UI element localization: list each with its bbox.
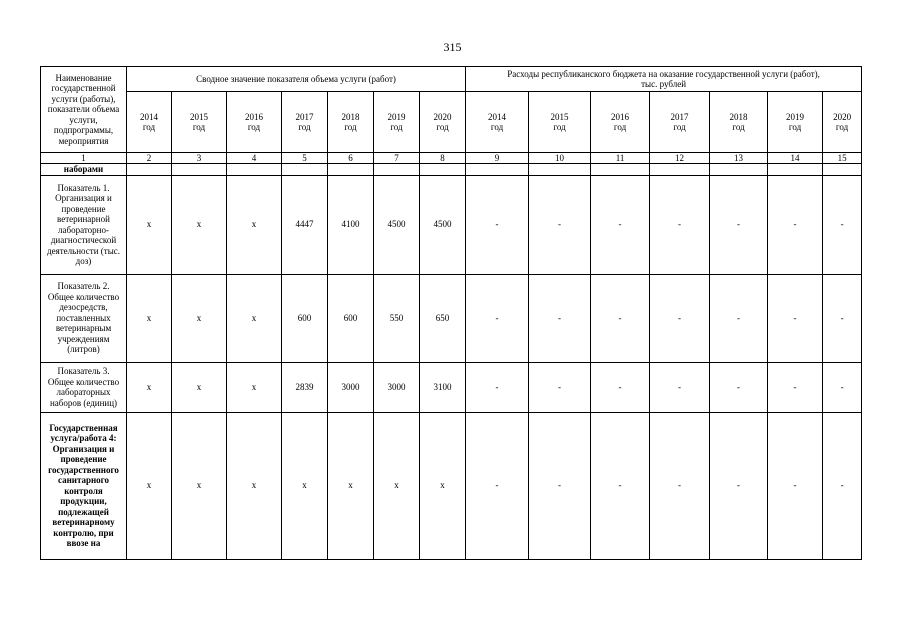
volume-cell: х <box>227 362 282 412</box>
volume-cell: х <box>127 175 172 274</box>
volume-cell <box>282 164 328 176</box>
volume-cell: 600 <box>282 274 328 362</box>
header-expense-year: 2017 год <box>650 92 710 153</box>
column-number: 13 <box>710 153 768 164</box>
volume-cell: х <box>227 175 282 274</box>
expense-cell <box>529 164 591 176</box>
volume-cell: 4100 <box>328 175 374 274</box>
table-row <box>41 274 862 362</box>
volume-cell: 3000 <box>374 362 420 412</box>
column-number: 5 <box>282 153 328 164</box>
volume-cell: х <box>172 175 227 274</box>
header-volume-year: 2016 год <box>227 92 282 153</box>
expense-cell: - <box>466 412 529 559</box>
header-volume-year: 2020 год <box>420 92 466 153</box>
expense-cell: - <box>591 362 650 412</box>
column-number: 12 <box>650 153 710 164</box>
volume-cell <box>420 164 466 176</box>
expense-cell: - <box>650 274 710 362</box>
header-volume-year: 2015 год <box>172 92 227 153</box>
expense-cell: - <box>591 274 650 362</box>
header-row-years <box>41 92 862 153</box>
volume-cell: х <box>227 412 282 559</box>
table-row <box>41 175 862 274</box>
header-expense-year: 2020 год <box>823 92 862 153</box>
expense-cell <box>466 164 529 176</box>
header-name-column: Наименование государственной услуги (работы), показатели объема услуги, подпрограммы, мероприятия <box>41 67 127 153</box>
row-name-cell: Показатель 1. Организация и проведение ветеринарной лабораторно- диагностической деятельности (тыс. доз) <box>41 175 127 274</box>
table-row <box>41 164 862 176</box>
expense-cell <box>823 164 862 176</box>
expense-cell: - <box>710 175 768 274</box>
row-name-cell: наборами <box>41 164 127 176</box>
expense-cell: - <box>529 362 591 412</box>
expense-cell: - <box>768 175 823 274</box>
expense-cell: - <box>466 274 529 362</box>
volume-cell: х <box>127 274 172 362</box>
header-volume-year: 2014 год <box>127 92 172 153</box>
volume-cell <box>374 164 420 176</box>
expense-cell: - <box>823 175 862 274</box>
volume-cell: 4500 <box>374 175 420 274</box>
expense-cell: - <box>650 175 710 274</box>
expense-cell: - <box>529 175 591 274</box>
volume-cell: 550 <box>374 274 420 362</box>
header-volume-group: Сводное значение показателя объема услуги (работ) <box>127 67 466 92</box>
header-expense-year: 2016 год <box>591 92 650 153</box>
expense-cell: - <box>768 362 823 412</box>
volume-cell: 2839 <box>282 362 328 412</box>
expense-cell: - <box>650 362 710 412</box>
header-expense-year: 2018 год <box>710 92 768 153</box>
volume-cell: 3100 <box>420 362 466 412</box>
header-row-groups <box>41 67 862 92</box>
volume-cell: х <box>420 412 466 559</box>
volume-cell: 650 <box>420 274 466 362</box>
header-expense-year: 2015 год <box>529 92 591 153</box>
header-expense-year: 2019 год <box>768 92 823 153</box>
row-name-cell: Показатель 2. Общее количество дезосредств, поставленных ветеринарным учреждениям (литров) <box>41 274 127 362</box>
expense-cell: - <box>591 412 650 559</box>
expense-cell: - <box>710 274 768 362</box>
volume-cell: х <box>172 362 227 412</box>
volume-cell: х <box>127 412 172 559</box>
expense-cell: - <box>650 412 710 559</box>
column-number: 7 <box>374 153 420 164</box>
volume-cell: 3000 <box>328 362 374 412</box>
row-name-cell: Показатель 3. Общее количество лабораторных наборов (единиц) <box>41 362 127 412</box>
expense-cell: - <box>710 362 768 412</box>
column-number: 10 <box>529 153 591 164</box>
column-number: 11 <box>591 153 650 164</box>
column-number: 14 <box>768 153 823 164</box>
column-number: 2 <box>127 153 172 164</box>
row-name-cell: Государственная услуга/работа 4: Организация и проведение государственного санитарного контроля продукции, подлежащей ветеринарному контролю, при ввозе на <box>41 412 127 559</box>
table-body <box>41 164 862 560</box>
column-number: 6 <box>328 153 374 164</box>
table-row <box>41 412 862 559</box>
column-number: 4 <box>227 153 282 164</box>
volume-cell: х <box>328 412 374 559</box>
expense-cell: - <box>823 274 862 362</box>
expense-cell: - <box>591 175 650 274</box>
expense-cell: - <box>466 175 529 274</box>
volume-cell: 4500 <box>420 175 466 274</box>
table-row <box>41 362 862 412</box>
volume-cell: х <box>374 412 420 559</box>
expense-cell: - <box>529 412 591 559</box>
expense-cell: - <box>823 362 862 412</box>
volume-cell: х <box>172 274 227 362</box>
expense-cell: - <box>768 412 823 559</box>
header-expense-year: 2014 год <box>466 92 529 153</box>
volume-cell: 4447 <box>282 175 328 274</box>
volume-cell <box>227 164 282 176</box>
expense-cell: - <box>710 412 768 559</box>
column-number: 9 <box>466 153 529 164</box>
budget-table <box>40 66 862 560</box>
header-volume-year: 2019 год <box>374 92 420 153</box>
expense-cell <box>710 164 768 176</box>
volume-cell: х <box>127 362 172 412</box>
expense-cell <box>591 164 650 176</box>
column-number: 1 <box>41 153 127 164</box>
header-expense-group: Расходы республиканского бюджета на оказание государственной услуги (работ), тыс. рублей <box>466 67 862 92</box>
volume-cell <box>127 164 172 176</box>
volume-cell: х <box>227 274 282 362</box>
expense-cell <box>650 164 710 176</box>
header-volume-year: 2017 год <box>282 92 328 153</box>
column-number: 3 <box>172 153 227 164</box>
volume-cell: 600 <box>328 274 374 362</box>
expense-cell: - <box>768 274 823 362</box>
page-number: 315 <box>443 40 462 54</box>
volume-cell: х <box>172 412 227 559</box>
column-number: 8 <box>420 153 466 164</box>
expense-cell: - <box>466 362 529 412</box>
column-number: 15 <box>823 153 862 164</box>
volume-cell <box>328 164 374 176</box>
volume-cell: х <box>282 412 328 559</box>
expense-cell: - <box>529 274 591 362</box>
expense-cell <box>768 164 823 176</box>
column-number-row <box>41 153 862 164</box>
expense-cell: - <box>823 412 862 559</box>
volume-cell <box>172 164 227 176</box>
header-volume-year: 2018 год <box>328 92 374 153</box>
